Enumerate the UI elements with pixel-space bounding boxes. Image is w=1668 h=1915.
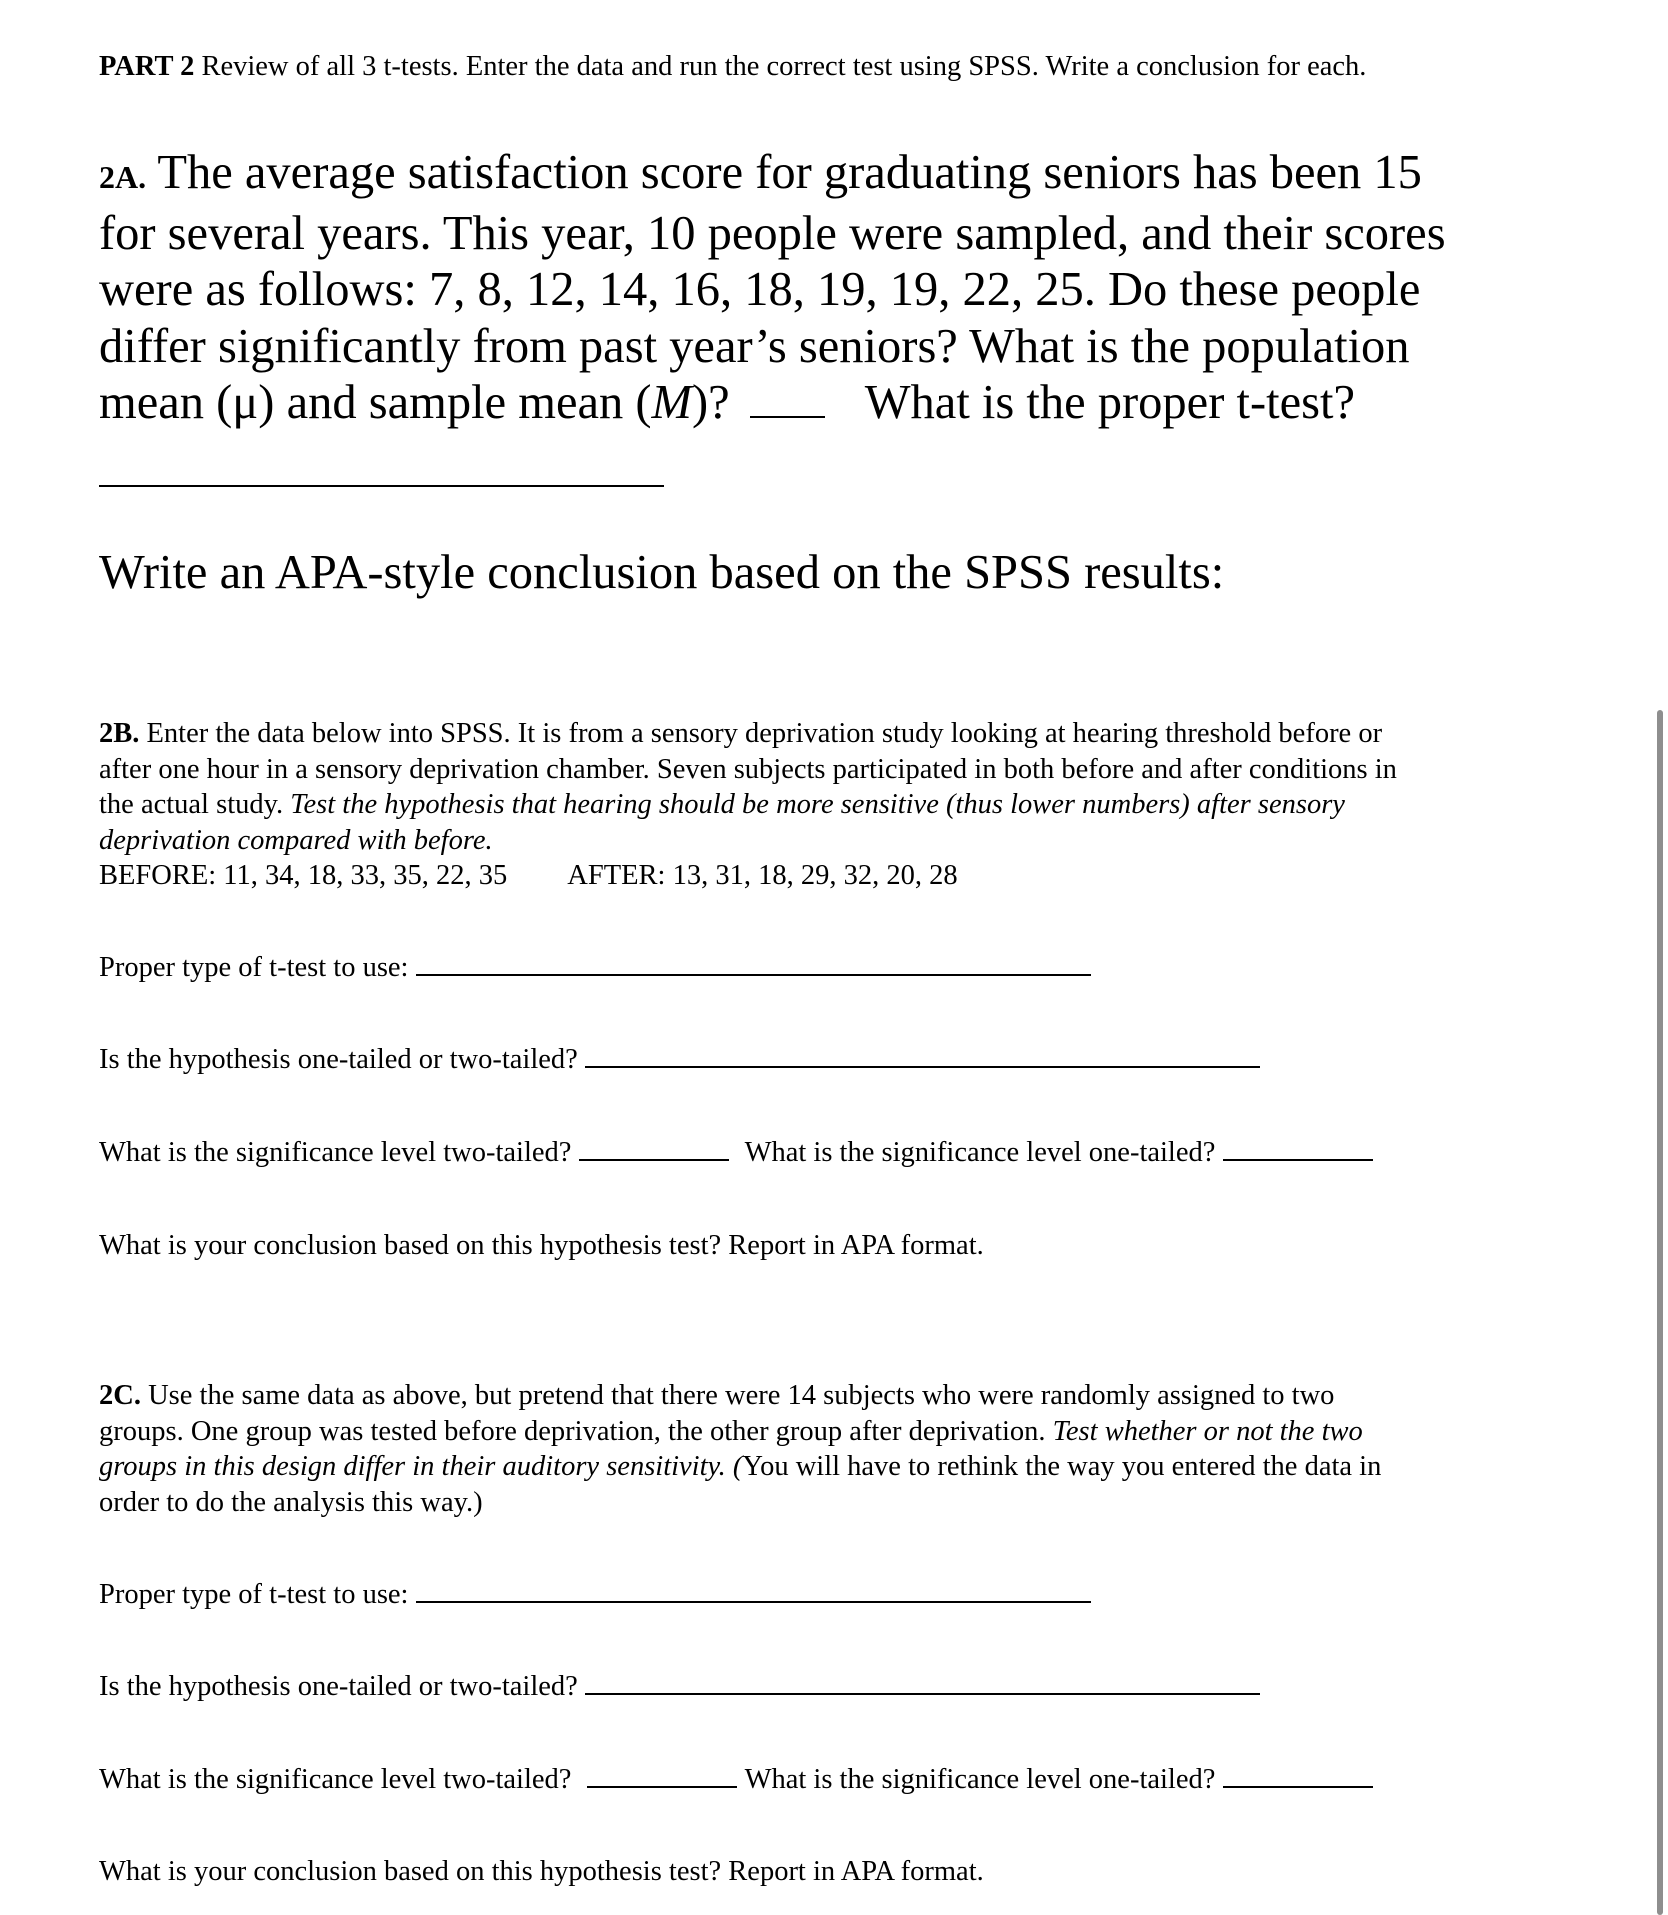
question-2c: [99, 1378, 1381, 1520]
part2-text: Review of all 3 t-tests. Enter the data and run the correct test using SPSS. Write a conclusion for each.: [194, 51, 1367, 82]
q2c-sig-one-answer-blank[interactable]: [1223, 1784, 1373, 1788]
q2b-before-data: BEFORE: 11, 34, 18, 33, 35, 22, 35: [99, 860, 508, 891]
question-2a: [99, 145, 1446, 432]
q2a-line2: for several years. This year, 10 people were sampled, and their scores: [99, 206, 1446, 260]
q2b-tails-label: Is the hypothesis one-tailed or two-tailed?: [99, 1044, 585, 1075]
q2b-conclusion-question: What is your conclusion based on this hypothesis test? Report in APA format.: [99, 1230, 984, 1261]
q2c-line2a: groups. One group was tested before deprivation, the other group after deprivation.: [99, 1415, 1053, 1447]
q2c-tails-answer-blank[interactable]: [585, 1691, 1260, 1695]
q2b-sig-two-answer-blank[interactable]: [579, 1157, 729, 1161]
q2b-tails-answer-blank[interactable]: [585, 1064, 1260, 1068]
q2b-sig-question: [99, 1135, 1373, 1171]
q2b-line3-italic: Test the hypothesis that hearing should be more sensitive (thus lower numbers) after sensory: [290, 789, 1345, 820]
q2b-type-question: [99, 950, 1091, 986]
q2c-sig-question: [99, 1762, 1373, 1798]
q2a-line3: were as follows: 7, 8, 12, 14, 16, 18, 19, 19, 22, 25. Do these people: [99, 263, 1421, 316]
q2c-conclusion-question: What is your conclusion based on this hypothesis test? Report in APA format.: [99, 1856, 984, 1887]
q2a-line1: The average satisfaction score for graduating seniors has been 15: [146, 146, 1422, 199]
part2-label: PART 2: [99, 51, 195, 82]
q2b-line3a: the actual study.: [99, 789, 291, 820]
q2b-line4-italic: deprivation compared with before.: [99, 824, 493, 856]
q2c-line2-italic: Test whether or not the two: [1052, 1415, 1363, 1447]
q2c-type-answer-blank[interactable]: [416, 1599, 1091, 1603]
q2a-ttest-answer-blank[interactable]: [99, 485, 664, 487]
q2b-line1: Enter the data below into SPSS. It is from a sensory deprivation study looking at hearing threshold before or: [139, 718, 1383, 749]
q2b-type-label: Proper type of t-test to use:: [99, 952, 416, 983]
part2-instruction: [99, 49, 1366, 85]
q2c-line3-italic: groups in this design differ in their auditory sensitivity. (: [99, 1451, 743, 1482]
q2c-sig-two-answer-blank[interactable]: [587, 1784, 737, 1788]
q2b-sig-two-label: What is the significance level two-tailed?: [99, 1137, 579, 1168]
q2a-mean-answer-blank[interactable]: [750, 414, 825, 418]
q2c-sig-one-label: What is the significance level one-tailed?: [744, 1764, 1223, 1795]
q2a-label: 2A.: [99, 159, 147, 195]
q2b-tails-question: [99, 1042, 1260, 1078]
q2b-sig-one-answer-blank[interactable]: [1223, 1157, 1373, 1161]
q2a-line5b: )?: [691, 376, 742, 429]
q2b-sig-one-label: What is the significance level one-tailed?: [744, 1137, 1223, 1168]
q2a-line5a: mean (μ) and sample mean (: [99, 376, 652, 429]
q2b-type-answer-blank[interactable]: [416, 972, 1091, 976]
q2c-tails-label: Is the hypothesis one-tailed or two-tailed?: [99, 1671, 585, 1702]
q2b-line2: after one hour in a sensory deprivation chamber. Seven subjects participated in both before and after conditions in: [99, 753, 1397, 785]
vertical-scrollbar[interactable]: [1657, 710, 1663, 1915]
q2c-type-label: Proper type of t-test to use:: [99, 1579, 416, 1610]
q2a-line4: differ significantly from past year’s seniors? What is the population: [99, 319, 1410, 373]
q2c-line1: Use the same data as above, but pretend that there were 14 subjects who were randomly assigned to two: [140, 1380, 1335, 1411]
q2a-sample-mean-symbol: M: [651, 376, 692, 429]
q2b-label: 2B.: [99, 718, 140, 749]
q2b-after-data: AFTER: 13, 31, 18, 29, 32, 20, 28: [567, 860, 958, 891]
q2a-line5c: What is the proper t-test?: [864, 376, 1355, 429]
q2a-apa-prompt: Write an APA-style conclusion based on the SPSS results:: [99, 546, 1225, 599]
q2c-line4: order to do the analysis this way.): [99, 1486, 483, 1518]
q2c-line3b: You will have to rethink the way you entered the data in: [742, 1451, 1382, 1482]
q2c-label: 2C.: [99, 1380, 141, 1411]
q2c-sig-two-label: What is the significance level two-tailed?: [99, 1764, 579, 1795]
q2c-type-question: [99, 1577, 1091, 1613]
question-2b: [99, 716, 1397, 894]
q2c-tails-question: [99, 1669, 1260, 1705]
